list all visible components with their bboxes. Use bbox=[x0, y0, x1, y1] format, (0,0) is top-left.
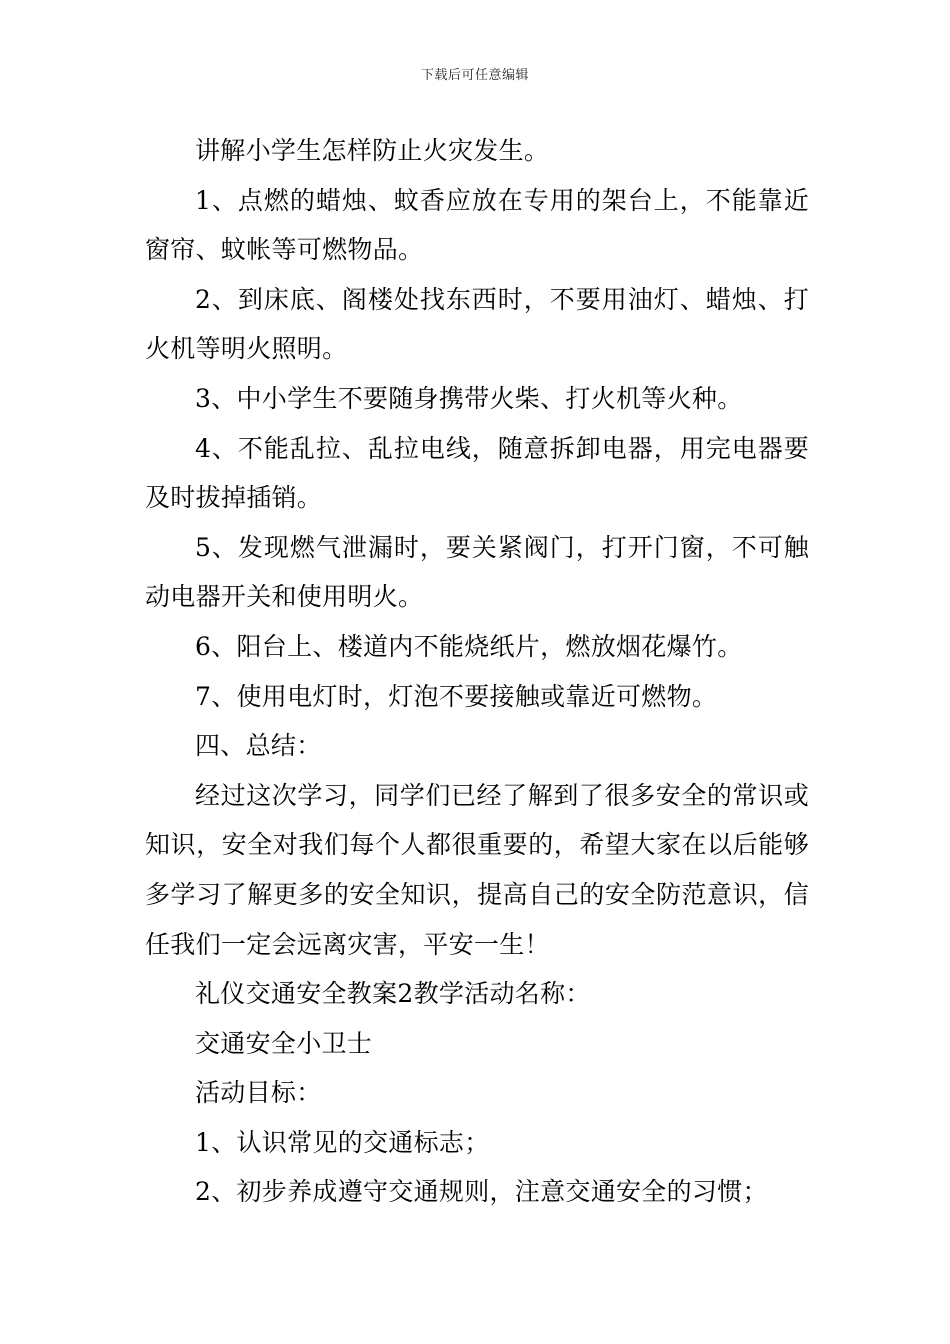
activity-goals-heading: 活动目标： bbox=[195, 1078, 322, 1108]
page-header: 下载后可任意编辑 bbox=[420, 68, 529, 83]
paragraph-summary: 经过这次学习，同学们已经了解到了很多安全的常识或知识，安全对我们每个人都很重要的，希望大家在以后能够多学习了解更多的安全知识，提高自己的安全防范意识，信任我们一定会远离灾害，平安一生！ bbox=[145, 780, 809, 959]
paragraph-item-3: 3、中小学生不要随身携带火柴、打火机等火种。 bbox=[195, 383, 743, 413]
paragraph-item-4: 4、不能乱拉、乱拉电线，随意拆卸电器，用完电器要及时拔掉插销。 bbox=[145, 433, 809, 513]
paragraph-item-5: 5、发现燃气泄漏时，要关紧阀门，打开门窗，不可触动电器开关和使用明火。 bbox=[145, 532, 809, 612]
document-body bbox=[145, 126, 809, 1217]
paragraph-item-7: 7、使用电灯时，灯泡不要接触或靠近可燃物。 bbox=[195, 681, 718, 711]
paragraph-item-2: 2、到床底、阁楼处找东西时，不要用油灯、蜡烛、打火机等明火照明。 bbox=[145, 284, 809, 364]
activity-name: 交通安全小卫士 bbox=[195, 1028, 373, 1058]
goal-item-1: 1、认识常见的交通标志； bbox=[195, 1127, 490, 1157]
paragraph-intro: 讲解小学生怎样防止火灾发生。 bbox=[195, 136, 550, 165]
goal-item-2: 2、初步养成遵守交通规则，注意交通安全的习惯； bbox=[195, 1177, 768, 1207]
section-heading-summary: 四、总结： bbox=[195, 731, 322, 761]
paragraph-item-6: 6、阳台上、楼道内不能烧纸片，燃放烟花爆竹。 bbox=[195, 631, 743, 661]
lesson-plan-heading: 礼仪交通安全教案2教学活动名称： bbox=[195, 979, 591, 1009]
paragraph-item-1: 1、点燃的蜡烛、蚊香应放在专用的架台上，不能靠近窗帘、蚊帐等可燃物品。 bbox=[145, 185, 809, 265]
